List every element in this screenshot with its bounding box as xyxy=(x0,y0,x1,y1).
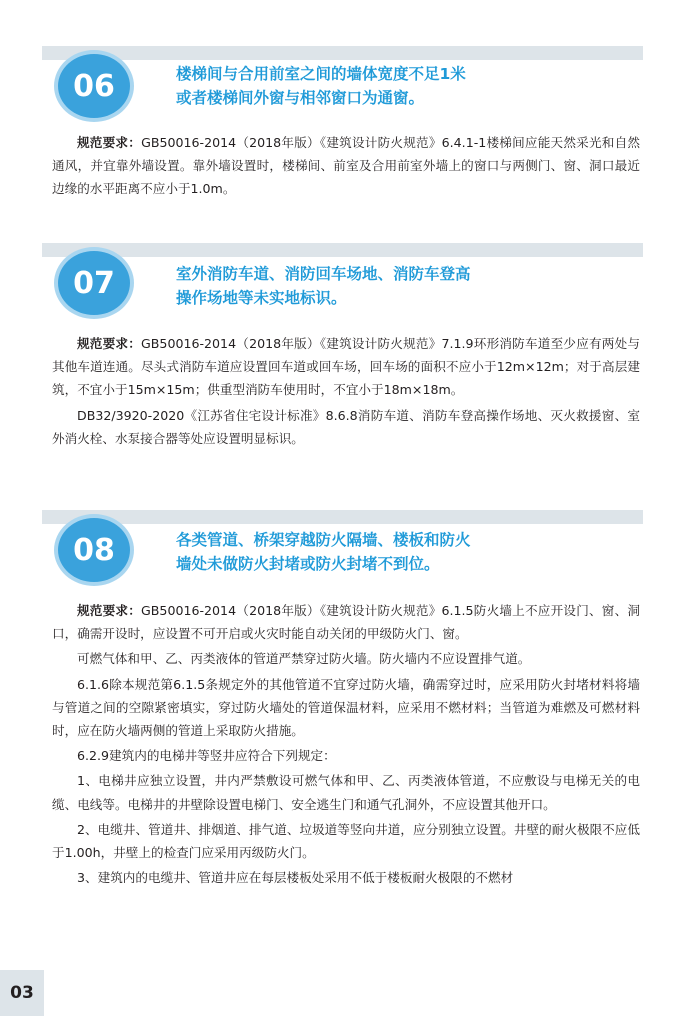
section-06-header-band xyxy=(42,46,643,60)
paragraph-text: 6.1.6除本规范第6.1.5条规定外的其他管道不宜穿过防火墙，确需穿过时，应采用防火封堵材料将墙与管道之间的空隙紧密填实，穿过防火墙处的管道保温材料，应采用不燃材料；当管道为难燃及可燃材料时，应在防火墙两侧的管道上采取防火措施。 xyxy=(52,676,640,739)
paragraph-text: 1、电梯井应独立设置，井内严禁敷设可燃气体和甲、乙、丙类液体管道，不应敷设与电梯无关的电缆、电线等。电梯井的井壁除设置电梯门、安全逃生门和通气孔洞外，不应设置其他开口。 xyxy=(52,773,640,812)
section-08-paragraph-4 xyxy=(52,744,640,767)
section-06-body xyxy=(52,131,640,203)
section-06-number-badge xyxy=(58,54,130,118)
section-08-title-line-1: 各类管道、桥架穿越防火隔墙、楼板和防火 xyxy=(176,531,471,549)
section-07-title-line-1: 室外消防车道、消防回车场地、消防车登高 xyxy=(176,265,471,283)
section-08-paragraph-6 xyxy=(52,818,640,864)
paragraph-text: GB50016-2014（2018年版）《建筑设计防火规范》6.1.5防火墙上不应开设门、窗、洞口，确需开设时，应设置不可开启或火灾时能自动关闭的甲级防火门、窗。 xyxy=(52,603,641,642)
paragraph-text: GB50016-2014（2018年版）《建筑设计防火规范》6.4.1-1楼梯间应能天然采光和自然通风，并宜靠外墙设置。靠外墙设置时，楼梯间、前室及合用前室外墙上的窗口与两侧门、窗、洞口最近边缘的水平距离不应小于1.0m。 xyxy=(52,135,640,197)
section-08-paragraph-2 xyxy=(52,647,640,670)
section-07-title-line-2: 操作场地等未实地标识。 xyxy=(176,289,347,307)
section-07-title xyxy=(176,262,616,310)
page-number xyxy=(0,970,44,1016)
section-08-body xyxy=(52,599,640,891)
section-07-body xyxy=(52,332,640,452)
section-08-paragraph-7 xyxy=(52,866,640,889)
section-06-title-line-2: 或者楼梯间外窗与相邻窗口为通窗。 xyxy=(176,89,425,107)
section-08-header-band xyxy=(42,510,643,524)
section-08-paragraph-3 xyxy=(52,673,640,743)
section-08-number: 08 xyxy=(73,532,115,568)
section-06-title xyxy=(176,62,616,110)
paragraph-text: GB50016-2014（2018年版）《建筑设计防火规范》7.1.9环形消防车道至少应有两处与其他车道连通。尽头式消防车道应设置回车道或回车场，回车场的面积不应小于12m×12m；对于高层建筑，不宜小于15m×15m；供重型消防车使用时，不宜小于18m×18m。 xyxy=(52,336,641,398)
section-08-paragraph-5 xyxy=(52,769,640,815)
requirement-label: 规范要求： xyxy=(77,135,142,150)
requirement-label: 规范要求： xyxy=(77,603,142,618)
page-number-text: 03 xyxy=(10,983,34,1003)
paragraph-text: DB32/3920-2020《江苏省住宅设计标准》8.6.8消防车道、消防车登高操作场地、灭火救援窗、室外消火栓、水泵接合器等处应设置明显标识。 xyxy=(52,407,640,446)
section-06-number: 06 xyxy=(73,68,115,104)
section-08-number-badge xyxy=(58,518,130,582)
section-08-paragraph-1 xyxy=(52,599,640,645)
section-06-paragraph-1 xyxy=(52,131,640,201)
paragraph-text: 可燃气体和甲、乙、丙类液体的管道严禁穿过防火墙。防火墙内不应设置排气道。 xyxy=(77,651,531,667)
section-07-number-badge xyxy=(58,251,130,315)
paragraph-text: 3、建筑内的电缆井、管道井应在每层楼板处采用不低于楼板耐火极限的不燃材 xyxy=(77,870,514,886)
section-07-number: 07 xyxy=(73,265,115,301)
section-08-title xyxy=(176,528,616,576)
paragraph-text: 2、电缆井、管道井、排烟道、排气道、垃圾道等竖向井道，应分别独立设置。井壁的耐火极限不应低于1.00h，井壁上的检查门应采用丙级防火门。 xyxy=(52,821,640,861)
section-08-title-line-2: 墙处未做防火封堵或防火封堵不到位。 xyxy=(176,555,440,573)
section-07-header-band xyxy=(42,243,643,257)
section-06-title-line-1: 楼梯间与合用前室之间的墙体宽度不足1米 xyxy=(176,65,466,83)
section-07-paragraph-2 xyxy=(52,404,640,450)
section-07-paragraph-1 xyxy=(52,332,640,402)
paragraph-text: 6.2.9建筑内的电梯井等竖井应符合下列规定： xyxy=(77,748,336,764)
requirement-label: 规范要求： xyxy=(77,336,142,351)
